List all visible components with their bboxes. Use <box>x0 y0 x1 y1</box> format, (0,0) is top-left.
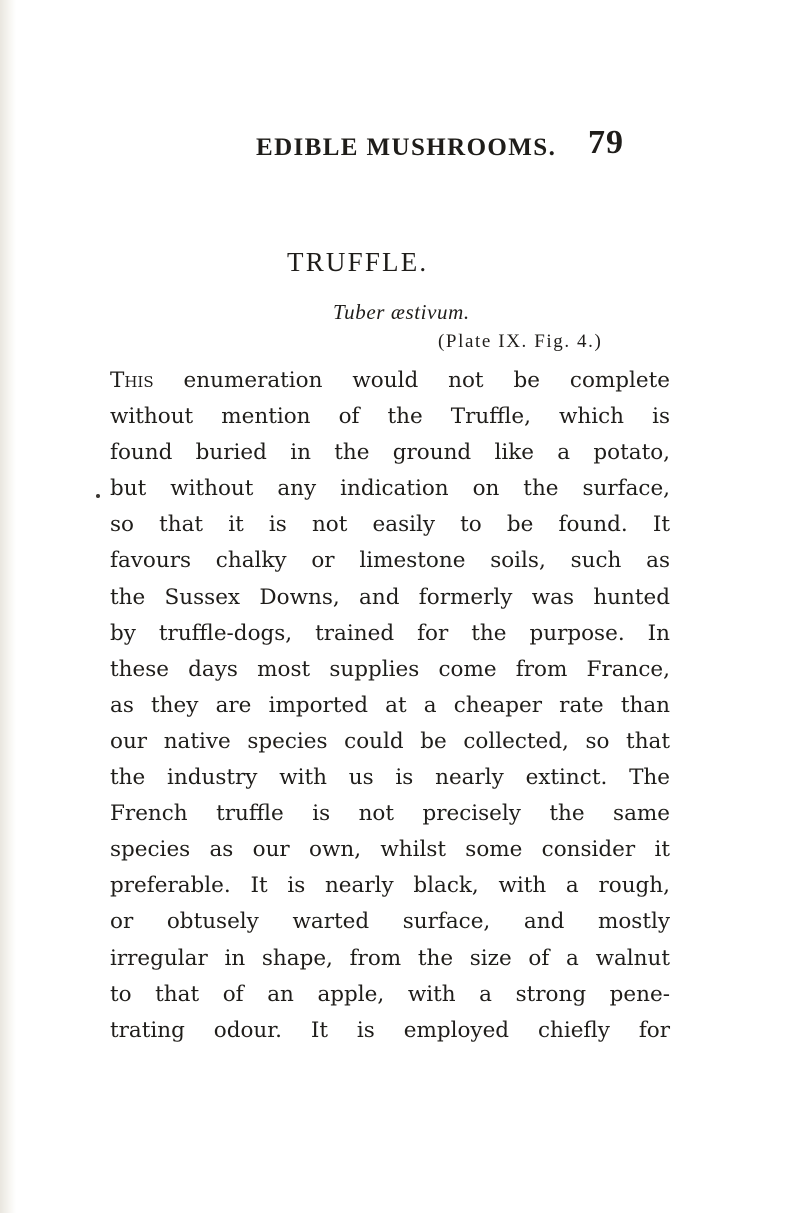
text-line: our native species could be collected, so that <box>110 728 670 754</box>
text-line: irregular in shape, from the size of a walnut <box>110 945 670 971</box>
running-head: EDIBLE MUSHROOMS. <box>256 134 557 161</box>
text-line: preferable. It is nearly black, with a rough, <box>110 873 670 899</box>
text-line: the Sussex Downs, and formerly was hunted <box>110 584 670 610</box>
plate-reference: (Plate IX. Fig. 4.) <box>438 331 603 352</box>
text-line: favours chalky or limestone soils, such as <box>110 548 670 574</box>
opening-word: This <box>110 368 154 393</box>
text-line: trating odour. It is employed chiefly for <box>110 1017 670 1043</box>
text-line-rest: enumeration would not be complete <box>153 368 670 393</box>
body-paragraph <box>110 363 670 1049</box>
text-line: without mention of the Truffle, which is <box>110 404 670 430</box>
text-line: the industry with us is nearly extinct. The <box>110 765 670 791</box>
text-line: so that it is not easily to be found. It <box>110 512 670 538</box>
text-line: French truffle is not precisely the same <box>110 801 670 827</box>
text-line: these days most supplies come from France, <box>110 656 670 682</box>
text-line: to that of an apple, with a strong pene- <box>110 981 670 1007</box>
text-line: as they are imported at a cheaper rate than <box>110 692 670 718</box>
text-line: or obtusely warted surface, and mostly <box>110 909 670 935</box>
section-heading: TRUFFLE. <box>287 247 429 277</box>
page-number: 79 <box>588 124 624 161</box>
text-line: by truffle-dogs, trained for the purpose. In <box>110 620 670 646</box>
latin-name: Tuber æstivum. <box>333 300 470 324</box>
text-line <box>110 363 670 399</box>
margin-mark <box>96 494 100 498</box>
text-line: species as our own, whilst some consider it <box>110 837 670 863</box>
text-line: but without any indication on the surface, <box>110 476 670 502</box>
text-line: found buried in the ground like a potato, <box>110 440 670 466</box>
page-gutter-shadow <box>0 0 16 1213</box>
